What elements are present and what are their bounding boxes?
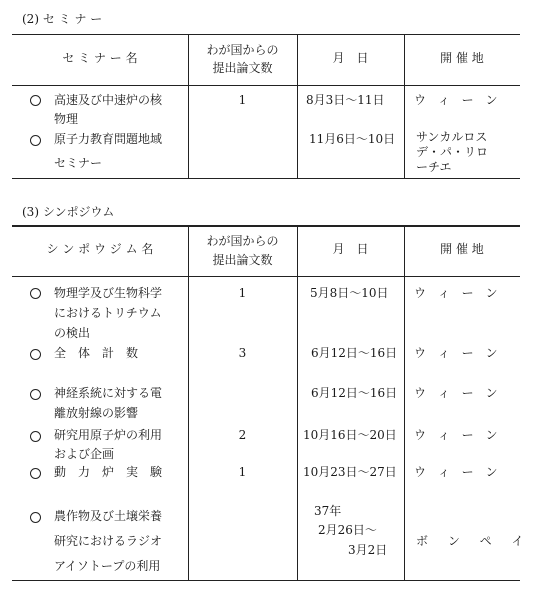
s3-row3-date: 6月12日〜16日 (311, 386, 398, 400)
s3-row6-date-line3: 3月2日 (348, 543, 388, 557)
s3-header-rule (12, 276, 520, 277)
s3-row1-name-line2: におけるトリチウム (54, 306, 162, 320)
s2-row2-place-line3: ーチエ (416, 160, 452, 174)
s3-row5-bullet (30, 468, 41, 479)
s3-row1-name-line1: 物理学及び生物科学 (54, 286, 163, 300)
s3-row1-name-line3: の検出 (54, 326, 91, 340)
s3-row4-name-line1: 研究用原子炉の利用 (54, 428, 163, 442)
s2-header-place: 開 催 地 (440, 51, 484, 65)
s2-row1-name-line1: 高速及び中速炉の核 (54, 93, 163, 107)
s2-row2-date: 11月6日〜10日 (309, 132, 396, 146)
s3-row2-place: ウ ィ ー ン (414, 346, 502, 360)
s3-row4-name-line2: および企画 (54, 447, 115, 461)
s3-col-divider-3 (404, 225, 405, 580)
s3-row6-name-line3: アイソトープの利用 (54, 559, 161, 573)
s3-top-rule (12, 225, 520, 227)
s3-row1-date: 5月8日〜10日 (310, 286, 389, 300)
s2-bottom-rule (12, 178, 520, 179)
s2-row2-bullet (30, 135, 41, 146)
s3-row4-bullet (30, 431, 41, 442)
s2-header-name: セ ミ ナ ー 名 (62, 51, 138, 65)
s2-row1-papers: 1 (238, 93, 247, 107)
s3-row1-papers: 1 (238, 286, 247, 300)
section3-heading: (3) シンポジウム (22, 205, 115, 219)
s3-row6-bullet (30, 512, 41, 523)
s3-row3-name-line1: 神経系統に対する電 (54, 386, 163, 400)
s3-row6-date-line1: 37年 (314, 504, 342, 518)
s3-row6-name-line2: 研究におけるラジオ (54, 534, 163, 548)
s3-row4-papers: 2 (238, 428, 247, 442)
s3-header-papers-line1: わが国からの (206, 234, 279, 248)
s3-row4-place: ウ ィ ー ン (414, 428, 502, 442)
s2-header-rule (12, 85, 520, 86)
s3-bottom-rule (12, 580, 520, 581)
s2-row2-name-line1: 原子力教育問題地域 (54, 132, 163, 146)
s2-header-date: 月 日 (332, 51, 369, 65)
s3-col-divider-2 (297, 225, 298, 580)
s3-row2-papers: 3 (238, 346, 247, 360)
s3-row1-bullet (30, 288, 41, 299)
s3-row4-date: 10月16日〜20日 (303, 428, 397, 442)
section2-heading: (2) セ ミ ナ ー (22, 12, 103, 26)
s2-row2-place-line2: デ・パ・リロ (416, 145, 489, 159)
s3-row1-place: ウ ィ ー ン (414, 286, 502, 300)
s3-row5-place: ウ ィ ー ン (414, 465, 502, 479)
s2-row1-name-line2: 物理 (54, 112, 79, 126)
s2-row2-place-line1: サンカルロス (416, 130, 488, 144)
s3-row3-bullet (30, 389, 41, 400)
s2-row2-name-line2: セミナー (54, 156, 103, 170)
s3-row6-date-line2: 2月26日〜 (318, 523, 377, 537)
s2-header-papers-line1: わが国からの (206, 43, 279, 57)
s3-col-divider-1 (188, 225, 189, 580)
s3-row6-name-line1: 農作物及び土壌栄養 (54, 509, 163, 523)
s3-row2-date: 6月12日〜16日 (311, 346, 398, 360)
s3-row5-date: 10月23日〜27日 (303, 465, 397, 479)
s3-header-date: 月 日 (332, 242, 369, 256)
s2-row1-date: 8月3日〜11日 (306, 93, 385, 107)
s3-row5-name-line1: 動 力 炉 実 験 (54, 465, 163, 479)
s2-row1-bullet (30, 95, 41, 106)
s3-row3-name-line2: 離放射線の影響 (54, 406, 139, 420)
s2-header-papers-line2: 提出論文数 (212, 61, 273, 75)
s3-row2-bullet (30, 349, 41, 360)
s3-row6-place: ボ ン ペ イ (416, 534, 532, 548)
s3-header-name: シ ン ポ ウ ジ ム 名 (46, 242, 154, 256)
s3-row5-papers: 1 (238, 465, 247, 479)
s3-row2-name-line1: 全 体 計 数 (54, 346, 139, 360)
s3-header-papers-line2: 提出論文数 (212, 253, 273, 267)
s2-top-rule (12, 34, 520, 35)
s2-row1-place: ウ ィ ー ン (414, 93, 502, 107)
s3-header-place: 開 催 地 (440, 242, 484, 256)
s3-row3-place: ウ ィ ー ン (414, 386, 502, 400)
